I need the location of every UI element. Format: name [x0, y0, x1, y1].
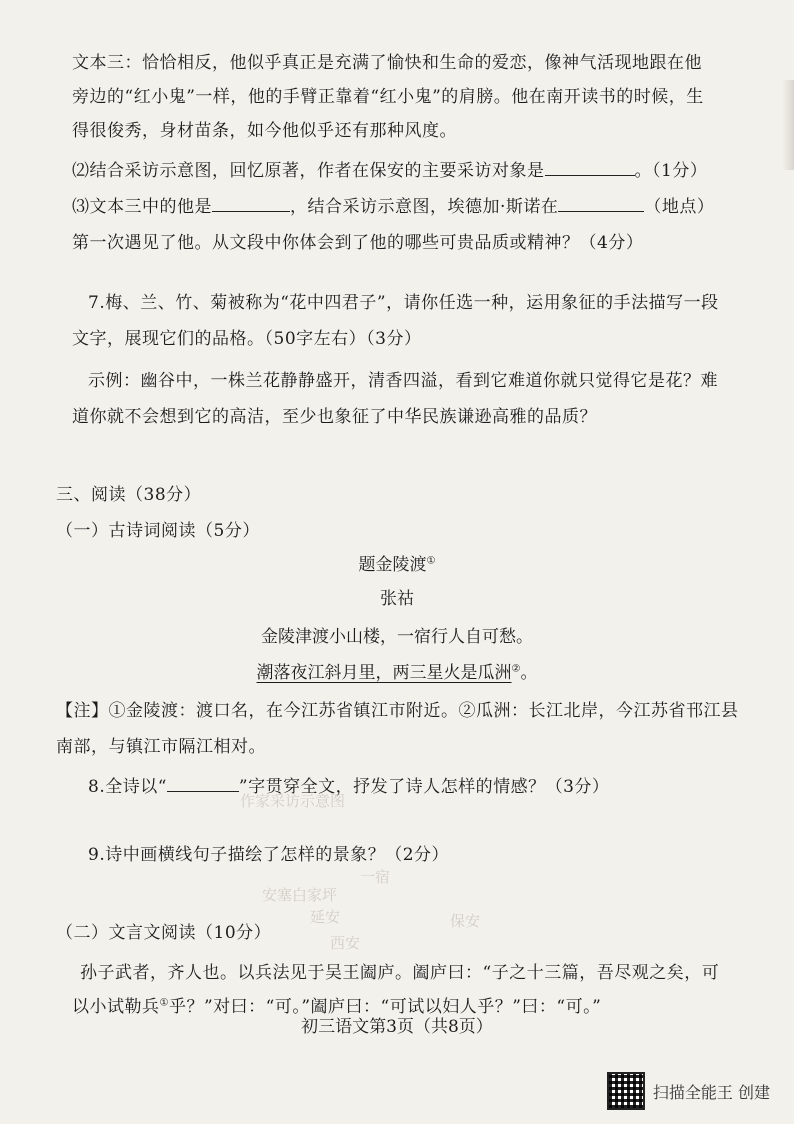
bleed-text: 保安	[450, 912, 481, 930]
classical-line2-a: 以小试勒兵	[72, 997, 160, 1017]
question-8	[88, 772, 609, 797]
page-edge-shadow	[782, 80, 794, 170]
answer-blank[interactable]	[545, 161, 635, 176]
poem-author: 张祜	[380, 589, 414, 609]
classical-line2-b: 乎？”对曰：“可。”阖庐曰：“可试以妇人乎？”曰：“可。”	[168, 997, 602, 1017]
question-8-text: 8.全诗以“	[88, 777, 167, 797]
text3-line2: 旁边的“红小鬼”一样，他的手臂正靠着“红小鬼”的肩膀。他在南开读书的时候，生	[72, 87, 704, 107]
bleed-text: 作家采访示意图	[240, 792, 346, 810]
answer-blank[interactable]	[558, 197, 644, 212]
answer-blank[interactable]	[167, 777, 239, 792]
bleed-text: 延安	[310, 908, 341, 926]
question-3-text-mid: ，结合采访示意图，埃德加·斯诺在	[290, 197, 559, 217]
question-8-text-end: ”字贯穿全文，抒发了诗人怎样的情感？（3分）	[238, 777, 610, 797]
question-7-line1: 7.梅、兰、竹、菊被称为“花中四君子”，请你任选一种，运用象征的手法描写一段	[88, 293, 719, 313]
example-line2: 道你就不会想到它的高洁，至少也象征了中华民族谦逊高雅的品质？	[72, 407, 597, 427]
section-3-title: 三、阅读（38分）	[56, 485, 202, 505]
note-line2: 南部，与镇江市隔江相对。	[56, 737, 266, 757]
question-3-line2: 第一次遇见了他。从文段中你体会到了他的哪些可贵品质或精神？（4分）	[72, 233, 644, 253]
poem-line1: 金陵津渡小山楼，一宿行人自可愁。	[261, 627, 533, 647]
note-line1: 【注】①金陵渡：渡口名，在今江苏省镇江市附近。②瓜洲：长江北岸，今江苏省邗江县	[56, 701, 739, 721]
bleed-text: 一宿	[360, 868, 391, 886]
scanner-watermark	[607, 1072, 770, 1110]
question-2-score: 。（1分）	[634, 161, 708, 181]
example-line1: 示例：幽谷中，一株兰花静静盛开，清香四溢，看到它难道你就只觉得它是花？难	[88, 371, 718, 391]
question-2	[72, 156, 707, 181]
classical-line1: 孙子武者，齐人也。以兵法见于吴王阖庐。阖庐曰：“子之十三篇，吾尽观之矣，可	[80, 963, 720, 983]
footnote-marker: ①	[159, 997, 169, 1009]
question-2-text: ⑵结合采访示意图，回忆原著，作者在保安的主要采访对象是	[72, 161, 545, 181]
subsection-poetry: （一）古诗词阅读（5分）	[56, 521, 260, 541]
poem-line2-underlined: 潮落夜江斜月里，两三星火是瓜洲	[256, 663, 512, 683]
bleed-text: 安塞白家坪	[262, 886, 338, 904]
footnote-marker: ①	[426, 555, 436, 567]
qr-code-icon	[607, 1072, 645, 1110]
text3-line1: 文本三：恰恰相反，他似乎真正是充满了愉快和生命的爱恋，像神气活现地跟在他	[72, 53, 702, 73]
question-3	[72, 192, 714, 217]
question-3-text-end: （地点）	[644, 197, 715, 217]
subsection-classical: （二）文言文阅读（10分）	[56, 923, 272, 943]
poem-line2-end: 。	[520, 663, 538, 683]
page-footer: 初三语文第3页（共8页）	[301, 1017, 493, 1037]
question-3-text: ⑶文本三中的他是	[72, 197, 212, 217]
footnote-marker: ②	[511, 663, 521, 675]
answer-blank[interactable]	[212, 197, 290, 212]
poem-title	[0, 550, 794, 575]
question-7-line2: 文字，展现它们的品格。（50字左右）（3分）	[72, 329, 422, 349]
watermark-text: 扫描全能王 创建	[652, 1082, 770, 1102]
poem-line2	[0, 658, 794, 683]
poem-title-text: 题金陵渡	[358, 555, 427, 575]
text3-line3: 得很俊秀，身材苗条，如今他似乎还有那种风度。	[72, 121, 457, 141]
bleed-text: 西安	[330, 934, 361, 952]
question-9: 9.诗中画横线句子描绘了怎样的景象？（2分）	[88, 845, 450, 865]
